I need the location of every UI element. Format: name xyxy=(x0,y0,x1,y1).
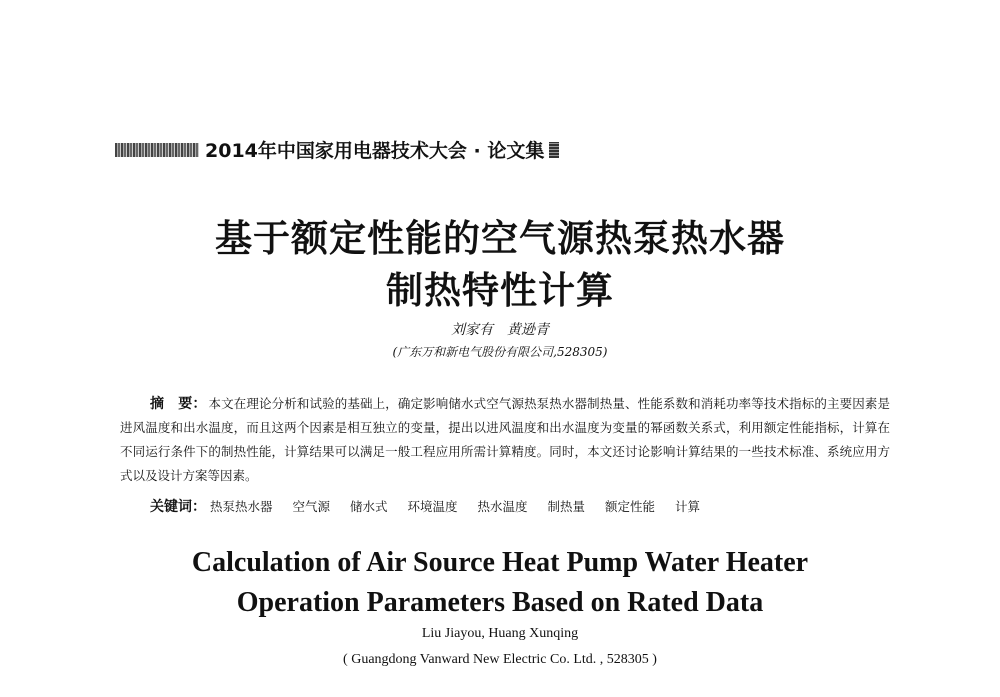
keyword-item: 空气源 xyxy=(292,499,330,514)
title-en-line-1: Calculation of Air Source Heat Pump Water Heater xyxy=(191,547,809,578)
keyword-item: 计算 xyxy=(674,499,700,514)
header-decoration-bar xyxy=(115,143,199,157)
keyword-item: 热水温度 xyxy=(477,499,528,514)
abstract xyxy=(120,392,890,488)
authors-zh: 刘家有 黄逊青 xyxy=(451,322,549,338)
header-decoration-mark xyxy=(549,142,559,158)
title-en-line-2: Operation Parameters Based on Rated Data xyxy=(236,587,764,618)
keyword-item: 环境温度 xyxy=(407,499,458,514)
keyword-item: 储水式 xyxy=(349,499,388,514)
keywords-label: 关键词： xyxy=(150,499,206,515)
keywords xyxy=(150,496,716,516)
keyword-item: 热泵热水器 xyxy=(209,499,273,514)
proceedings-title: 2014年中国家用电器技术大会 · 论文集 xyxy=(205,140,545,162)
abstract-label: 摘 要： xyxy=(150,396,207,412)
affiliation-en: ( Guangdong Vanward New Electric Co. Ltd. , 528305 ) xyxy=(343,652,657,667)
keyword-item: 额定性能 xyxy=(604,499,655,514)
authors-en: Liu Jiayou, Huang Xunqing xyxy=(421,626,579,641)
affiliation-zh: (广东万和新电气股份有限公司,528305) xyxy=(392,345,608,359)
keyword-item: 制热量 xyxy=(547,499,585,514)
proceedings-header xyxy=(115,136,559,163)
title-zh-line-2: 制热特性计算 xyxy=(386,268,614,312)
abstract-text: 本文在理论分析和试验的基础上，确定影响储水式空气源热泵热水器制热量、性能系数和消耗功率等技术指标的主要因素是进风温度和出水温度，而且这两个因素是相互独立的变量，提出以进风温度和出水温度为变量的幂函数关系式，利用额定性能指标，计算在不同运行条件下的制热性能，计算结果可以满足一般工程应用所需计算精度。同时，本文还讨论影响计算结果的一些技术标准、系统应用方式以及设计方案等因素。 xyxy=(120,396,890,483)
title-zh-line-1: 基于额定性能的空气源热泵热水器 xyxy=(215,216,785,260)
